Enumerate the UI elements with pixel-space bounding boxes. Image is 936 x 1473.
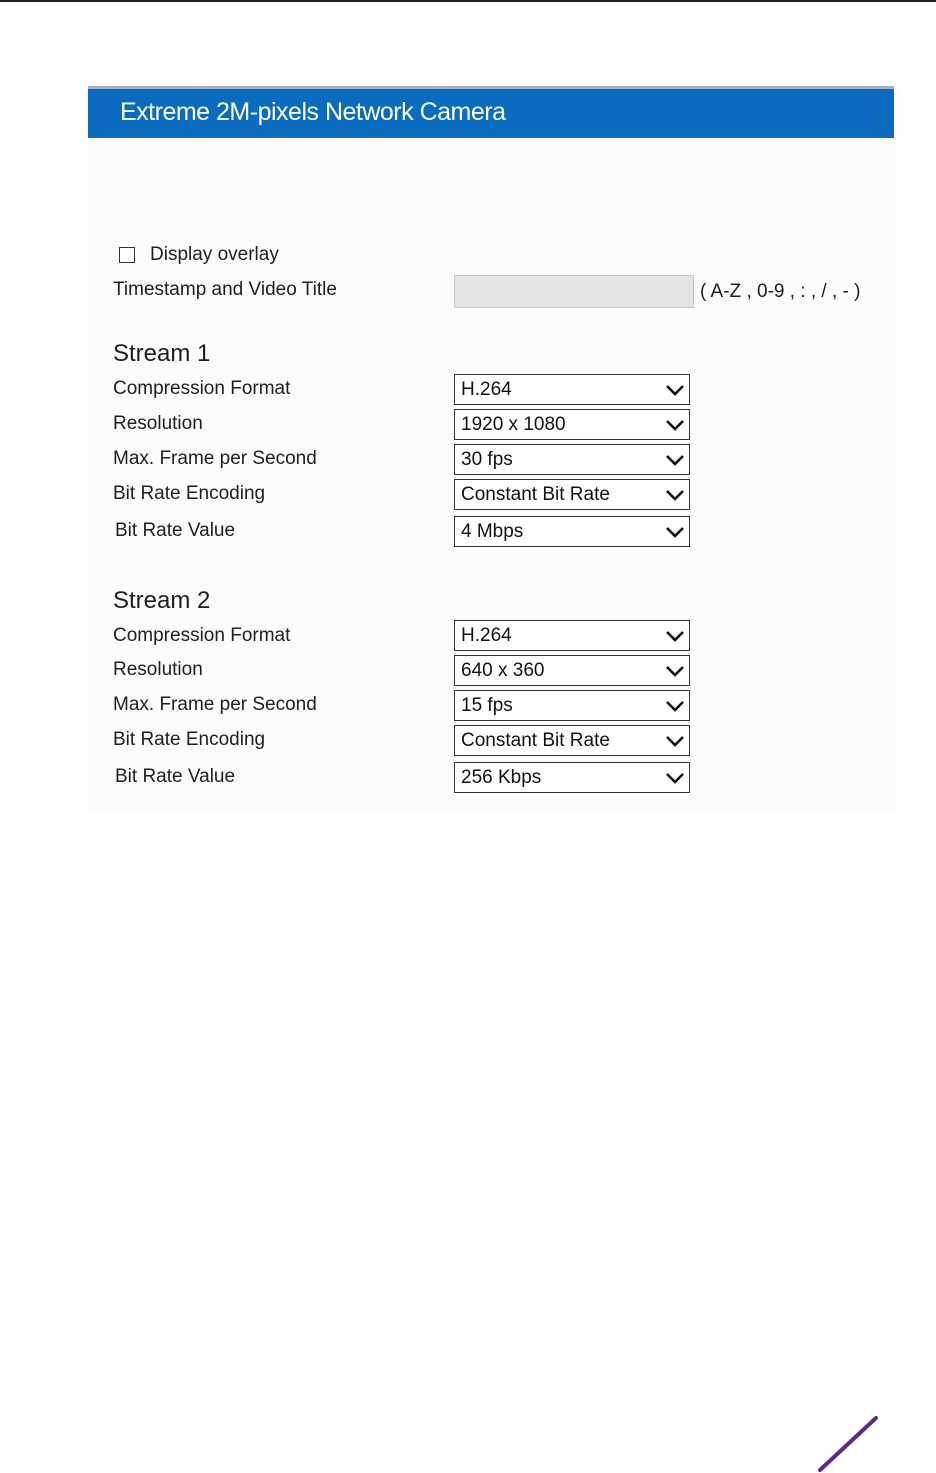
- chevron-down-icon: [665, 383, 685, 397]
- select-value: 256 Kbps: [461, 766, 542, 788]
- stream-1-encoding-label: Bit Rate Encoding: [113, 483, 266, 504]
- select-value: 640 x 360: [461, 659, 545, 681]
- slash-logo-icon: [812, 1414, 884, 1472]
- stream-1-framerate-select[interactable]: [454, 444, 690, 475]
- chevron-down-icon: [665, 771, 685, 785]
- chevron-down-icon: [665, 664, 685, 678]
- stream-1-resolution-label: Resolution: [113, 413, 203, 434]
- app-header: [88, 86, 894, 138]
- stream-1-resolution-select[interactable]: [454, 409, 690, 440]
- stream-2-encoding-select[interactable]: [454, 725, 690, 756]
- stream-2-resolution-label: Resolution: [113, 659, 203, 680]
- stream-2-resolution-select[interactable]: [454, 655, 690, 686]
- chevron-down-icon: [665, 525, 685, 539]
- stream-2-heading: Stream 2: [113, 587, 211, 614]
- select-value: Constant Bit Rate: [461, 729, 610, 751]
- stream-2-framerate-select[interactable]: [454, 690, 690, 721]
- select-value: H.264: [461, 624, 512, 646]
- timestamp-title-label: Timestamp and Video Title: [113, 279, 337, 300]
- chevron-down-icon: [665, 418, 685, 432]
- stream-2-bitrate-label: Bit Rate Value: [115, 766, 236, 787]
- chevron-down-icon: [665, 699, 685, 713]
- select-value: 1920 x 1080: [461, 413, 566, 435]
- video-title-input[interactable]: [454, 275, 694, 308]
- chevron-down-icon: [665, 734, 685, 748]
- stream-2-framerate-label: Max. Frame per Second: [113, 694, 317, 715]
- select-value: 15 fps: [461, 694, 513, 716]
- stream-2-bitrate-select[interactable]: [454, 762, 690, 793]
- stream-1-encoding-select[interactable]: [454, 479, 690, 510]
- stream-2-compression-select[interactable]: [454, 620, 690, 651]
- app-title: Extreme 2M-pixels Network Camera: [120, 98, 506, 126]
- page-top-rule: [0, 0, 936, 2]
- stream-1-framerate-label: Max. Frame per Second: [113, 448, 317, 469]
- allowed-chars-hint: ( A-Z , 0-9 , : , / , - ): [700, 281, 861, 302]
- stream-1-heading: Stream 1: [113, 340, 211, 367]
- display-overlay-checkbox[interactable]: [119, 247, 135, 263]
- stream-1-bitrate-label: Bit Rate Value: [115, 520, 236, 541]
- display-overlay-row: [119, 244, 279, 266]
- chevron-down-icon: [665, 453, 685, 467]
- chevron-down-icon: [665, 629, 685, 643]
- select-value: H.264: [461, 378, 512, 400]
- select-value: Constant Bit Rate: [461, 483, 610, 505]
- chevron-down-icon: [665, 488, 685, 502]
- camera-settings-panel: [88, 86, 896, 814]
- select-value: 4 Mbps: [461, 520, 524, 542]
- stream-1-compression-select[interactable]: [454, 374, 690, 405]
- stream-2-encoding-label: Bit Rate Encoding: [113, 729, 266, 750]
- stream-2-compression-label: Compression Format: [113, 625, 291, 646]
- display-overlay-label: Display overlay: [150, 244, 279, 265]
- stream-1-bitrate-select[interactable]: [454, 516, 690, 547]
- stream-1-compression-label: Compression Format: [113, 378, 291, 399]
- select-value: 30 fps: [461, 448, 513, 470]
